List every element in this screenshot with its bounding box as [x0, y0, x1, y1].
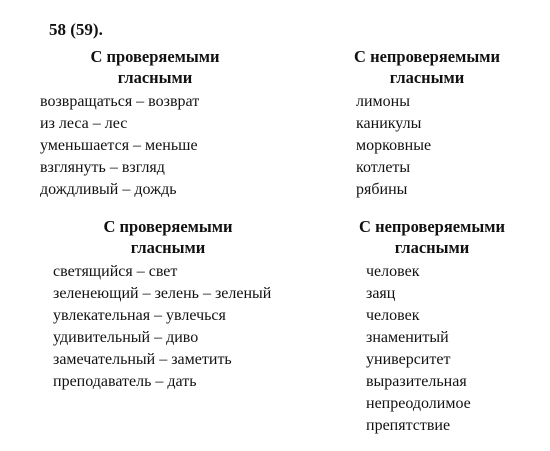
section2-right-heading	[342, 216, 522, 258]
section1-left-list	[40, 91, 270, 201]
heading-line2: гласными	[394, 238, 470, 257]
section1-right-list	[356, 91, 522, 201]
heading-line1: С непроверяемыми	[354, 47, 500, 66]
exercise-number: 58 (59).	[49, 20, 103, 39]
section1-left-heading	[40, 46, 270, 88]
heading-line2: гласными	[130, 238, 206, 257]
list-item: морковные	[356, 137, 432, 154]
section2-unchecked-vowels	[342, 216, 522, 437]
heading-line1: С непроверяемыми	[359, 217, 505, 236]
list-item: возвращаться – возврат	[40, 93, 200, 110]
list-item: из леса – лес	[40, 115, 128, 132]
section2-left-list	[53, 261, 323, 393]
section2-right-list	[366, 261, 522, 437]
list-item: выразительная	[366, 373, 467, 390]
list-item: удивительный – диво	[53, 329, 199, 346]
list-item: непреодолимое	[366, 395, 471, 412]
list-item: человек	[366, 263, 420, 280]
list-item: котлеты	[356, 159, 411, 176]
section2-left-heading	[53, 216, 283, 258]
list-item: каникулы	[356, 115, 422, 132]
list-item: знаменитый	[366, 329, 449, 346]
list-item: человек	[366, 307, 420, 324]
section1-unchecked-vowels	[332, 46, 522, 201]
heading-line1: С проверяемыми	[90, 47, 220, 66]
section2-checked-vowels	[53, 216, 323, 393]
heading-line2: гласными	[117, 68, 193, 87]
heading-line2: гласными	[389, 68, 465, 87]
list-item: зеленеющий – зелень – зеленый	[53, 285, 272, 302]
section1-right-heading	[332, 46, 522, 88]
list-item: дождливый – дождь	[40, 181, 177, 198]
list-item: светящийся – свет	[53, 263, 178, 280]
list-item: лимоны	[356, 93, 410, 110]
list-item: преподаватель – дать	[53, 373, 197, 390]
list-item: рябины	[356, 181, 408, 198]
section1-checked-vowels	[40, 46, 270, 201]
list-item: увлекательная – увлечься	[53, 307, 226, 324]
list-item: препятствие	[366, 417, 451, 434]
list-item: университет	[366, 351, 451, 368]
heading-line1: С проверяемыми	[103, 217, 233, 236]
list-item: уменьшается – меньше	[40, 137, 198, 154]
list-item: взглянуть – взгляд	[40, 159, 165, 176]
list-item: заяц	[366, 285, 396, 302]
list-item: замечательный – заметить	[53, 351, 232, 368]
